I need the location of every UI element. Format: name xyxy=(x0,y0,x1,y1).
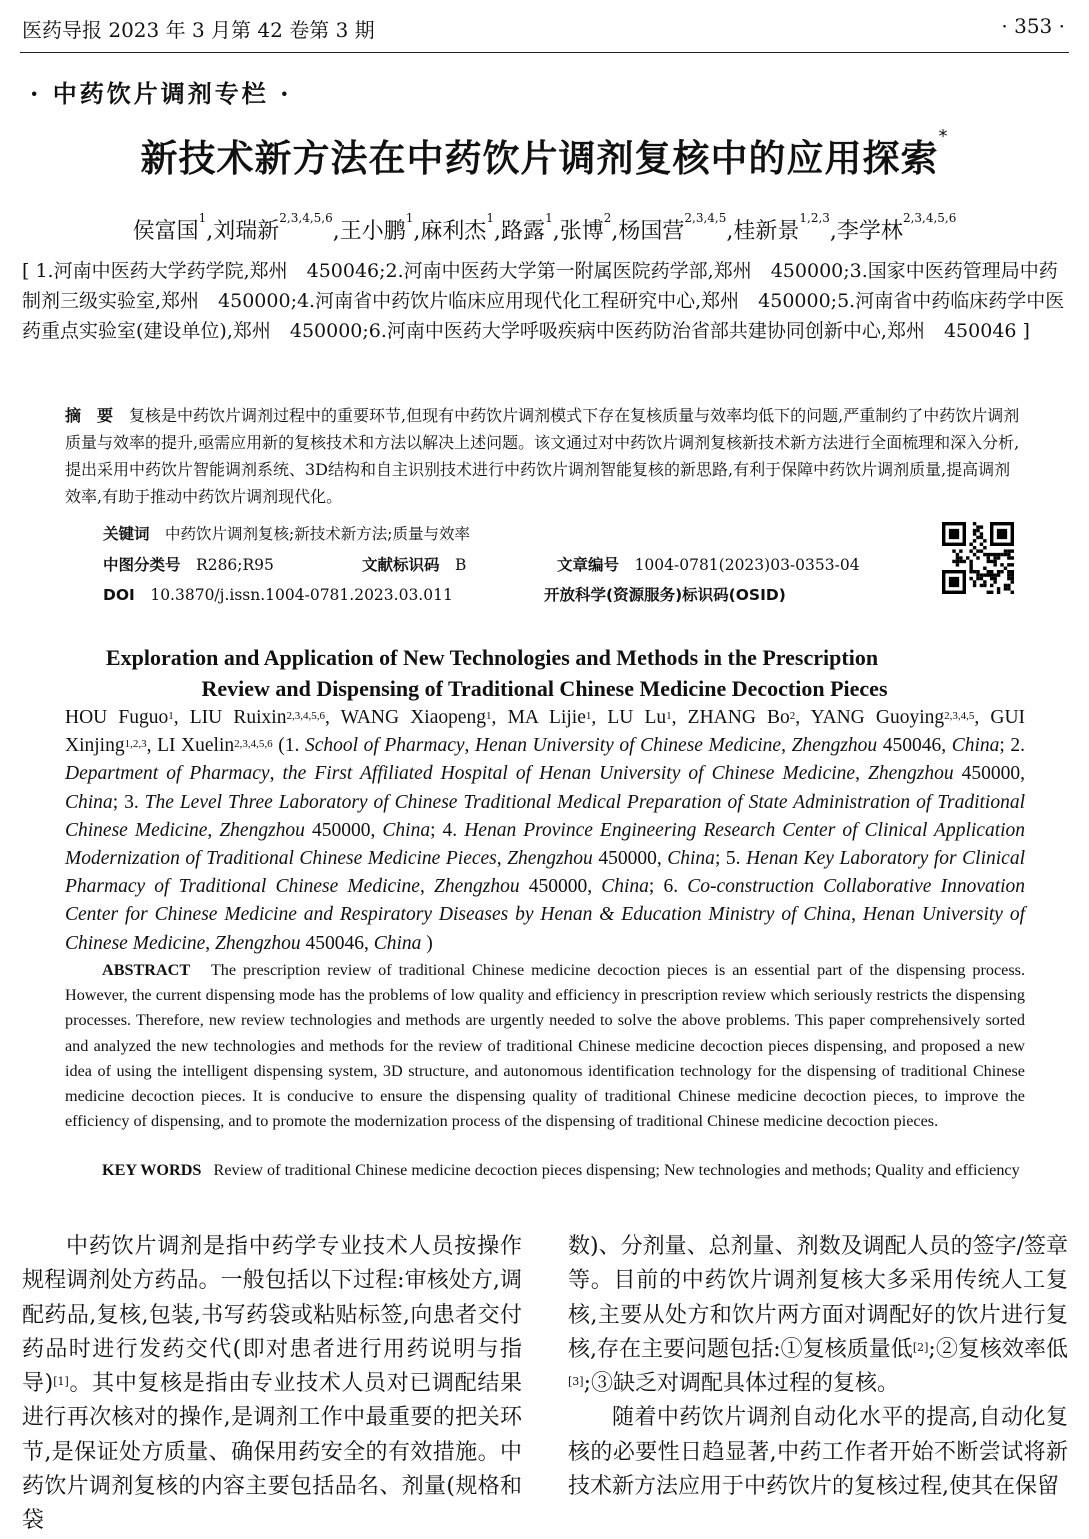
en-affil-city: Zhengzhou xyxy=(433,876,520,898)
en-author-name: ZHANG Bo xyxy=(687,707,790,728)
author-affil-sup: 1,2,3 xyxy=(799,211,830,225)
en-affil-num: 3. xyxy=(124,791,145,813)
author-separator: , xyxy=(829,219,837,244)
article-no-value: 1004-0781(2023)03-0353-04 xyxy=(634,556,860,574)
en-affil-country: China xyxy=(601,876,649,898)
en-affil-inst: Henan Province Engineering Research Center of Clinical Application Modernization of Traditional Chinese Medicine Pieces xyxy=(65,819,1026,870)
en-affil-city: Zhengzhou xyxy=(507,848,593,870)
en-author-name: GUI Xinjing xyxy=(65,707,1026,757)
en-affil-num: 1. xyxy=(284,735,305,757)
author-affil-sup: 1 xyxy=(405,211,414,225)
abstract-label: 摘 要 xyxy=(65,406,114,425)
title-text: 新技术新方法在中药饮片调剂复核中的应用探索 xyxy=(140,137,939,180)
abstract-en-label: ABSTRACT xyxy=(102,961,191,979)
en-affil-end: ; xyxy=(999,735,1005,757)
en-author-name: MA Lijie xyxy=(507,707,586,728)
en-affil-zip: 450046 xyxy=(877,735,942,757)
author-name: 李学林 xyxy=(836,219,903,244)
en-author-affil-sup: 1 xyxy=(168,710,174,722)
english-title xyxy=(0,642,1089,704)
en-affil-sep: , xyxy=(851,904,863,926)
abstract-cn xyxy=(65,402,1025,510)
article-no-line xyxy=(557,553,860,575)
en-affil-org: the First Affiliated Hospital of Henan University of Chinese Medicine xyxy=(282,763,856,785)
en-affil-country: China xyxy=(65,791,113,813)
doc-code-line xyxy=(362,553,466,575)
keywords-text: 中药饮片调剂复核;新技术新方法;质量与效率 xyxy=(165,525,470,543)
doi-line xyxy=(103,583,453,605)
en-affil-country: China xyxy=(667,848,715,870)
author-separator: , xyxy=(332,219,340,244)
author-name: 杨国营 xyxy=(618,219,685,244)
author-name: 刘瑞新 xyxy=(213,219,280,244)
column-name: · 中药饮片调剂专栏 · xyxy=(30,79,292,108)
page-number: · 353 · xyxy=(1001,14,1065,38)
abstract-en-text: The prescription review of traditional Chinese medicine decoction pieces is an essential part of the dispensing process. However, the current dispensing mode has the problems of low quality and efficiency in prescription review which seriously restricts the dispensing processes. Therefore, new review technologies and methods are urgently needed to solve the above problems. This paper comprehensively sorted and analyzed the new technologies and methods for the review of traditional Chinese medicine decoction pieces dispensing, and proposed a new idea of using the intelligent dispensing system, 3D structure, and autonomous identification technology for the dispensing of traditional Chinese medicine decoction pieces. It is conducive to ensure the dispensing quality of traditional Chinese medicine decoction pieces, to improve the efficiency of dispensing, and to promote the modernization process of the dispensing of traditional Chinese medicine decoction pieces. xyxy=(65,961,1026,1131)
author-affil-sup: 2,3,4,5 xyxy=(684,211,727,225)
en-affil-end: ; xyxy=(714,848,721,870)
en-affil-inst: Co-construction Collaborative Innovation Center for Chinese Medicine and Respiratory Diseases by Henan & Education Ministry of China xyxy=(65,876,1026,926)
author-name: 桂新景 xyxy=(733,219,800,244)
en-affil-city: Zhengzhou xyxy=(791,735,878,757)
journal-header: 医药导报 2023 年 3 月第 42 卷第 3 期 xyxy=(22,18,375,42)
citation: [1] xyxy=(53,1375,69,1389)
en-author-name: LU Lu xyxy=(607,707,667,728)
article-no-label: 文章编号 xyxy=(557,556,620,574)
en-affil-inst: The Level Three Laboratory of Chinese Traditional Medical Preparation of State Administration of Traditional Chinese Medicine xyxy=(65,791,1026,841)
en-affil-org: Henan University of Chinese Medicine xyxy=(65,904,1025,954)
author-separator: , xyxy=(413,219,421,244)
author-affil-sup: 1 xyxy=(545,211,553,225)
keywords-en-text: Review of traditional Chinese medicine decoction pieces dispensing; New technologies and methods; Quality and efficiency xyxy=(213,1161,1020,1179)
en-author-affil-sup: 2 xyxy=(789,710,796,722)
keywords-label: 关键词 xyxy=(103,525,150,543)
author-affil-sup: 2 xyxy=(603,211,612,225)
en-affil-country: China xyxy=(382,819,431,841)
en-affil-sep: , xyxy=(269,763,283,785)
abstract-en xyxy=(65,958,1025,1134)
keywords-en xyxy=(65,1158,1025,1183)
author-name: 麻利杰 xyxy=(420,219,487,244)
en-affil-end: ; xyxy=(648,876,655,898)
clc-line xyxy=(103,553,274,575)
en-affil-end: ; xyxy=(112,791,119,813)
en-author-name: LIU Ruixin xyxy=(189,707,287,728)
en-affil-zip: 450000 xyxy=(592,848,657,870)
en-affil-city: Zhengzhou xyxy=(868,763,954,785)
en-author-affil-sup: 2,3,4,5,6 xyxy=(286,710,325,722)
english-authors-affiliations: HOU Fuguo$^1$, LIU Ruixin$^{2,3,4,5,6}$, WANG Xiaopeng$^1$, MA Lijie$^1$, LU Lu$^1$, ZHANG Bo$^2$, YANG Guoying$^{2,3,4,5}$, GUI Xinjing$^{1,2,3}$, LI Xuelin$^{2,3,4,5,6}$ (1. School of Pharmacy, Henan University of Chinese Medicine, Zhengzhou 450046, China; 2. Department of Pharmacy, the First Affiliated Hospital of Henan University of Chinese Medicine, Zhengzhou 450000, China; 3. The Level Three Laboratory of Chinese Traditional Medical Preparation of State Administration of Traditional Chinese Medicine, Zhengzhou 450000, China; 4. Henan Province Engineering Research Center of Clinical Application Modernization of Traditional Chinese Medicine Pieces, Zhengzhou 450000, China; 5. Henan Key Laboratory for Clinical Pharmacy of Traditional Chinese Medicine, Zhengzhou 450000, China; 6. Co-construction Collaborative Innovation Center for Chinese Medicine and Respiratory Diseases by Henan & Education Ministry of China, Henan University of Chinese Medicine, Zhengzhou 450046, China ) xyxy=(65,707,1026,954)
author-name: 路露 xyxy=(501,219,546,244)
body-paragraph: 中药饮片调剂是指中药学专业技术人员按操作规程调剂处方药品。一般包括以下过程:审核处方,调配药品,复核,包装,书写药袋或粘贴标签,向患者交付药品时进行发药交代(即对患者进行用药说明与指导)[1]。其中复核是指由专业技术人员对已调配结果进行再次核对的操作,是调剂工作中最重要的把关环节,是保证处方质量、确保用药安全的有效措施。中药饮片调剂复核的内容主要包括品名、剂量(规格和袋 xyxy=(22,1234,522,1534)
author-name: 侯富国 xyxy=(132,219,199,244)
body-paragraph: 数)、分剂量、总剂量、剂数及调配人员的签字/签章等。目前的中药饮片调剂复核大多采用传统人工复核,主要从处方和饮片两方面对调配好的饮片进行复核,存在主要问题包括:①复核质量低[2];②复核效率低[3];③缺乏对调配具体过程的复核。 xyxy=(568,1234,1068,1397)
doi-value: 10.3870/j.issn.1004-0781.2023.03.011 xyxy=(150,586,453,604)
keywords-line xyxy=(103,522,470,544)
qr-code-icon xyxy=(942,522,1014,594)
en-affil-num: 2. xyxy=(1010,735,1026,757)
en-author-name: LI Xuelin xyxy=(157,735,235,757)
header-rule xyxy=(20,52,1069,53)
clc-label: 中图分类号 xyxy=(103,556,181,574)
en-author-name: YANG Guoying xyxy=(810,707,945,728)
title-footnote-mark: * xyxy=(938,126,949,147)
author-separator: , xyxy=(726,219,734,244)
doc-code-value: B xyxy=(455,556,467,574)
author-name: 王小鹏 xyxy=(339,219,406,244)
en-affil-org: Henan University of Chinese Medicine xyxy=(474,735,782,757)
author-separator: , xyxy=(611,219,619,244)
en-affil-zip: 450000 xyxy=(304,819,371,841)
citation: [2] xyxy=(912,1340,929,1354)
en-author-affil-sup: 2,3,4,5 xyxy=(944,710,975,722)
article-title xyxy=(0,128,1089,182)
author-name: 张博 xyxy=(559,219,604,244)
author-affil-sup: 2,3,4,5,6 xyxy=(902,211,957,225)
en-affil-inst: School of Pharmacy xyxy=(304,735,465,757)
en-author-name: HOU Fuguo xyxy=(65,707,169,728)
english-title-line-2: Review and Dispensing of Traditional Chinese Medicine Decoction Pieces xyxy=(201,676,888,701)
citation: [3] xyxy=(568,1375,584,1389)
clc-value: R286;R95 xyxy=(196,556,274,574)
affiliations: [ 1.河南中医药大学药学院,郑州 450046;2.河南中医药大学第一附属医院药学部,郑州 450000;3.国家中医药管理局中药制剂三级实验室,郑州 450000;4.河南省中药饮片临床应用现代化工程研究中心,郑州 450000;5.河南省中药临床药学中医药重点实验室(建设单位),郑州 450000;6.河南中医药大学呼吸疾病中医药防治省部共建协同创新中心,郑州 450046 ] xyxy=(22,260,1065,342)
english-title-line-1: Exploration and Application of New Technologies and Methods in the Prescription xyxy=(105,645,879,670)
en-affil-end: ; xyxy=(430,819,436,841)
author-separator: , xyxy=(494,219,502,244)
en-affil-sep: , xyxy=(464,735,475,757)
author-separator: , xyxy=(206,219,214,244)
author-affil-sup: 2,3,4,5,6 xyxy=(279,211,333,225)
en-author-affil-sup: 1,2,3 xyxy=(124,738,147,751)
doi-label: DOI xyxy=(103,586,135,604)
osid-label: 开放科学(资源服务)标识码(OSID) xyxy=(544,586,786,604)
en-affil-city: Zhengzhou xyxy=(215,932,301,954)
author-list xyxy=(0,211,1089,245)
en-affil-zip: 450000 xyxy=(519,876,588,898)
en-author-affil-sup: 1 xyxy=(666,710,672,722)
doc-code-label: 文献标识码 xyxy=(362,556,440,574)
en-author-affil-sup: 1 xyxy=(585,710,592,722)
en-author-affil-sup: 2,3,4,5,6 xyxy=(234,738,273,751)
en-affil-num: 5. xyxy=(725,848,747,870)
body-paragraph: 随着中药饮片调剂自动化水平的提高,自动化复核的必要性日趋显著,中药工作者开始不断尝试将新技术新方法应用于中药饮片的复核过程,使其在保留 xyxy=(568,1405,1068,1500)
body-column-left xyxy=(22,1230,522,1539)
abstract-text: 复核是中药饮片调剂过程中的重要环节,但现有中药饮片调剂模式下存在复核质量与效率均低下的问题,严重制约了中药饮片调剂质量与效率的提升,亟需应用新的复核技术和方法以解决上述问题。该文通过对中药饮片调剂复核新技术新方法进行全面梳理和深入分析,提出采用中药饮片智能调剂系统、3D结构和自主识别技术进行中药饮片调剂智能复核的新思路,有利于保障中药饮片调剂质量,提高调剂效率,有助于推动中药饮片调剂现代化。 xyxy=(65,406,1020,506)
en-affil-country: China xyxy=(951,735,1000,757)
en-affil-inst: Department of Pharmacy xyxy=(65,763,270,785)
body-column-right xyxy=(568,1230,1068,1504)
author-affil-sup: 1 xyxy=(198,211,207,225)
en-affil-city: Zhengzhou xyxy=(219,819,305,841)
en-author-name: WANG Xiaopeng xyxy=(340,707,487,728)
en-affil-zip: 450000 xyxy=(953,763,1021,785)
author-separator: , xyxy=(552,219,560,244)
en-affil-country: China xyxy=(373,932,422,954)
en-affil-zip: 450046 xyxy=(300,932,364,954)
en-author-affil-sup: 1 xyxy=(486,710,492,722)
author-affil-sup: 1 xyxy=(486,211,495,225)
keywords-en-label: KEY WORDS xyxy=(102,1161,202,1179)
en-affil-num: 4. xyxy=(442,819,465,841)
en-affil-inst: Henan Key Laboratory for Clinical Pharmacy of Traditional Chinese Medicine xyxy=(65,848,1025,898)
en-affil-num: 6. xyxy=(663,876,688,898)
